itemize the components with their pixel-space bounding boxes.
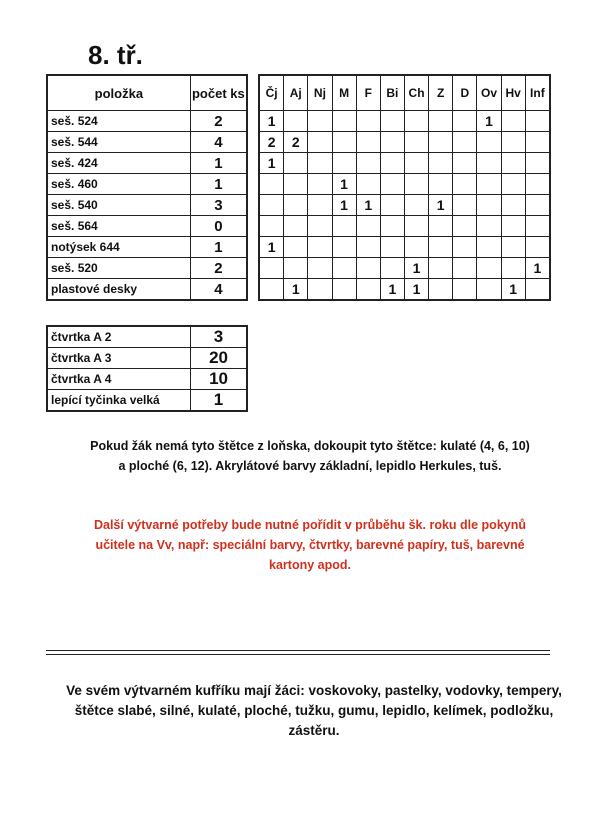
subject-cell [259,258,284,279]
subject-cell [404,111,428,132]
item-row [47,111,247,132]
subject-cell: 1 [501,279,525,301]
subject-cell [525,195,550,216]
subject-cell [284,258,308,279]
item-name: seš. 520 [47,258,190,279]
paper-body [47,326,247,411]
item-row [47,174,247,195]
subject-cell [525,216,550,237]
extra-line-3: kartony apod. [269,558,351,572]
subject-cell [525,132,550,153]
subject-cell [259,279,284,301]
subject-cell [453,195,477,216]
subject-cell [308,237,332,258]
paper-name: čtvrtka A 3 [47,348,191,369]
subject-cell [332,111,356,132]
item-row [47,153,247,174]
item-name: notýsek 644 [47,237,190,258]
subject-cell [308,258,332,279]
subject-cell: 1 [332,174,356,195]
subject-cell [308,111,332,132]
subject-cell [453,216,477,237]
subject-cell [284,237,308,258]
subject-cell [380,237,404,258]
subject-header: Bi [380,75,404,111]
subject-cell [332,279,356,301]
paper-row [47,369,247,390]
item-name: seš. 564 [47,216,190,237]
item-qty: 1 [190,174,247,195]
subject-cell [429,132,453,153]
paper-name: čtvrtka A 2 [47,326,191,348]
subject-cell [308,216,332,237]
subject-header: D [453,75,477,111]
subject-cell [429,153,453,174]
subject-cell [477,195,501,216]
header-item: položka [47,75,190,111]
subject-cell [404,195,428,216]
subject-row [259,174,550,195]
divider-line [46,650,550,651]
subject-cell [356,174,380,195]
subjects-body [259,111,550,301]
extra-supplies-note [40,515,580,575]
subject-cell [308,174,332,195]
item-row [47,195,247,216]
subject-cell: 1 [259,153,284,174]
subject-row [259,279,550,301]
item-qty: 2 [190,111,247,132]
item-name: seš. 524 [47,111,190,132]
paper-qty: 1 [191,390,247,412]
subject-cell [501,174,525,195]
subject-cell [356,132,380,153]
subject-cell: 1 [259,111,284,132]
subject-row [259,258,550,279]
item-name: seš. 460 [47,174,190,195]
subject-cell [525,153,550,174]
subject-cell [380,195,404,216]
subject-cell [284,174,308,195]
subject-cell [429,216,453,237]
subject-cell: 1 [284,279,308,301]
subject-cell [453,153,477,174]
paper-name: čtvrtka A 4 [47,369,191,390]
brushes-line-2: a ploché (6, 12). Akrylátové barvy základní, lepidlo Herkules, tuš. [118,459,502,473]
subject-cell [332,258,356,279]
subject-cell [477,237,501,258]
items-body [47,111,247,301]
subject-cell [404,153,428,174]
subject-cell: 1 [356,195,380,216]
item-row [47,132,247,153]
item-row [47,237,247,258]
subject-header: Ov [477,75,501,111]
subject-cell [380,258,404,279]
subjects-table [258,74,551,301]
subject-cell [501,132,525,153]
subject-cell [525,111,550,132]
subject-cell [404,132,428,153]
subject-cell [308,279,332,301]
subject-cell [332,216,356,237]
subject-row [259,195,550,216]
subject-cell [380,111,404,132]
subject-cell [356,216,380,237]
subject-cell [525,279,550,301]
item-qty: 3 [190,195,247,216]
subject-cell [356,279,380,301]
items-table [46,74,248,301]
subject-header: Inf [525,75,550,111]
subject-header: M [332,75,356,111]
kit-line-2: štětce slabé, silné, kulaté, ploché, tužku, gumu, lepidlo, kelímek, podložku, [74,703,554,718]
subject-cell [332,153,356,174]
subject-cell [501,111,525,132]
subject-cell [404,216,428,237]
subject-cell: 1 [429,195,453,216]
item-row [47,258,247,279]
kit-note [36,681,592,741]
subject-cell: 1 [477,111,501,132]
extra-line-2: učitele na Vv, např: speciální barvy, čtvrtky, barevné papíry, tuš, barevné [95,538,525,552]
subject-cell [284,195,308,216]
item-qty: 4 [190,279,247,301]
subject-cell [259,174,284,195]
item-qty: 4 [190,132,247,153]
subjects-header-row [259,75,550,111]
subject-cell [525,237,550,258]
kit-line-3: zástěru. [288,723,340,738]
subject-cell [356,111,380,132]
subject-cell [284,153,308,174]
subject-cell [477,153,501,174]
subject-cell [453,174,477,195]
subject-cell [356,258,380,279]
paper-row [47,326,247,348]
subject-cell: 2 [259,132,284,153]
divider-line [46,654,550,655]
subject-cell [477,132,501,153]
subject-cell: 1 [525,258,550,279]
item-qty: 1 [190,153,247,174]
page-title: 8. tř. [88,40,143,70]
subject-row [259,111,550,132]
subject-header: Z [429,75,453,111]
extra-line-1: Další výtvarné potřeby bude nutné pořídit v průběhu šk. roku dle pokynů [93,518,526,532]
subject-cell [380,174,404,195]
paper-qty: 20 [191,348,247,369]
subject-cell [477,216,501,237]
subject-header: Aj [284,75,308,111]
brushes-note [40,436,580,476]
subject-cell [501,258,525,279]
subject-cell [380,132,404,153]
subject-cell [332,237,356,258]
paper-row [47,390,247,412]
subject-cell [429,111,453,132]
item-name: seš. 424 [47,153,190,174]
subject-cell [429,258,453,279]
item-qty: 1 [190,237,247,258]
paper-qty: 10 [191,369,247,390]
subject-cell [477,174,501,195]
subject-cell: 1 [380,279,404,301]
subject-cell [356,237,380,258]
subject-cell [501,153,525,174]
subject-cell [308,132,332,153]
subject-header: Nj [308,75,332,111]
subject-cell [453,279,477,301]
subject-cell [308,195,332,216]
subject-header: Čj [259,75,284,111]
subject-row [259,237,550,258]
subject-header: Ch [404,75,428,111]
subject-cell [284,216,308,237]
subject-cell [429,279,453,301]
subject-cell [453,237,477,258]
header-qty: počet ks [190,75,247,111]
subject-cell [356,153,380,174]
subject-cell [477,279,501,301]
subject-cell [477,258,501,279]
subject-cell [404,237,428,258]
item-row [47,279,247,301]
subject-row [259,216,550,237]
paper-row [47,348,247,369]
subject-cell [284,111,308,132]
subject-cell [404,174,428,195]
subject-cell: 1 [404,258,428,279]
subject-cell: 1 [332,195,356,216]
subject-cell [429,174,453,195]
subject-cell [453,258,477,279]
subject-cell [525,174,550,195]
subject-cell [259,195,284,216]
item-qty: 2 [190,258,247,279]
item-name: plastové desky [47,279,190,301]
subject-cell: 2 [284,132,308,153]
subject-cell [453,132,477,153]
subject-row [259,132,550,153]
subject-header: Hv [501,75,525,111]
item-row [47,216,247,237]
subject-cell [259,216,284,237]
subject-cell [380,153,404,174]
paper-name: lepící tyčinka velká [47,390,191,412]
subject-cell [453,111,477,132]
subject-cell [332,132,356,153]
brushes-line-1: Pokud žák nemá tyto štětce z loňska, dokoupit tyto štětce: kulaté (4, 6, 10) [90,439,530,453]
subject-row [259,153,550,174]
item-qty: 0 [190,216,247,237]
subject-cell [308,153,332,174]
subject-cell [501,237,525,258]
subject-cell [501,216,525,237]
item-name: seš. 544 [47,132,190,153]
subject-cell [429,237,453,258]
item-name: seš. 540 [47,195,190,216]
subject-cell: 1 [404,279,428,301]
paper-qty: 3 [191,326,247,348]
subject-cell: 1 [259,237,284,258]
subject-cell [380,216,404,237]
subject-header: F [356,75,380,111]
paper-table [46,325,248,412]
subject-cell [501,195,525,216]
kit-line-1: Ve svém výtvarném kufříku mají žáci: voskovoky, pastelky, vodovky, tempery, [66,683,562,698]
